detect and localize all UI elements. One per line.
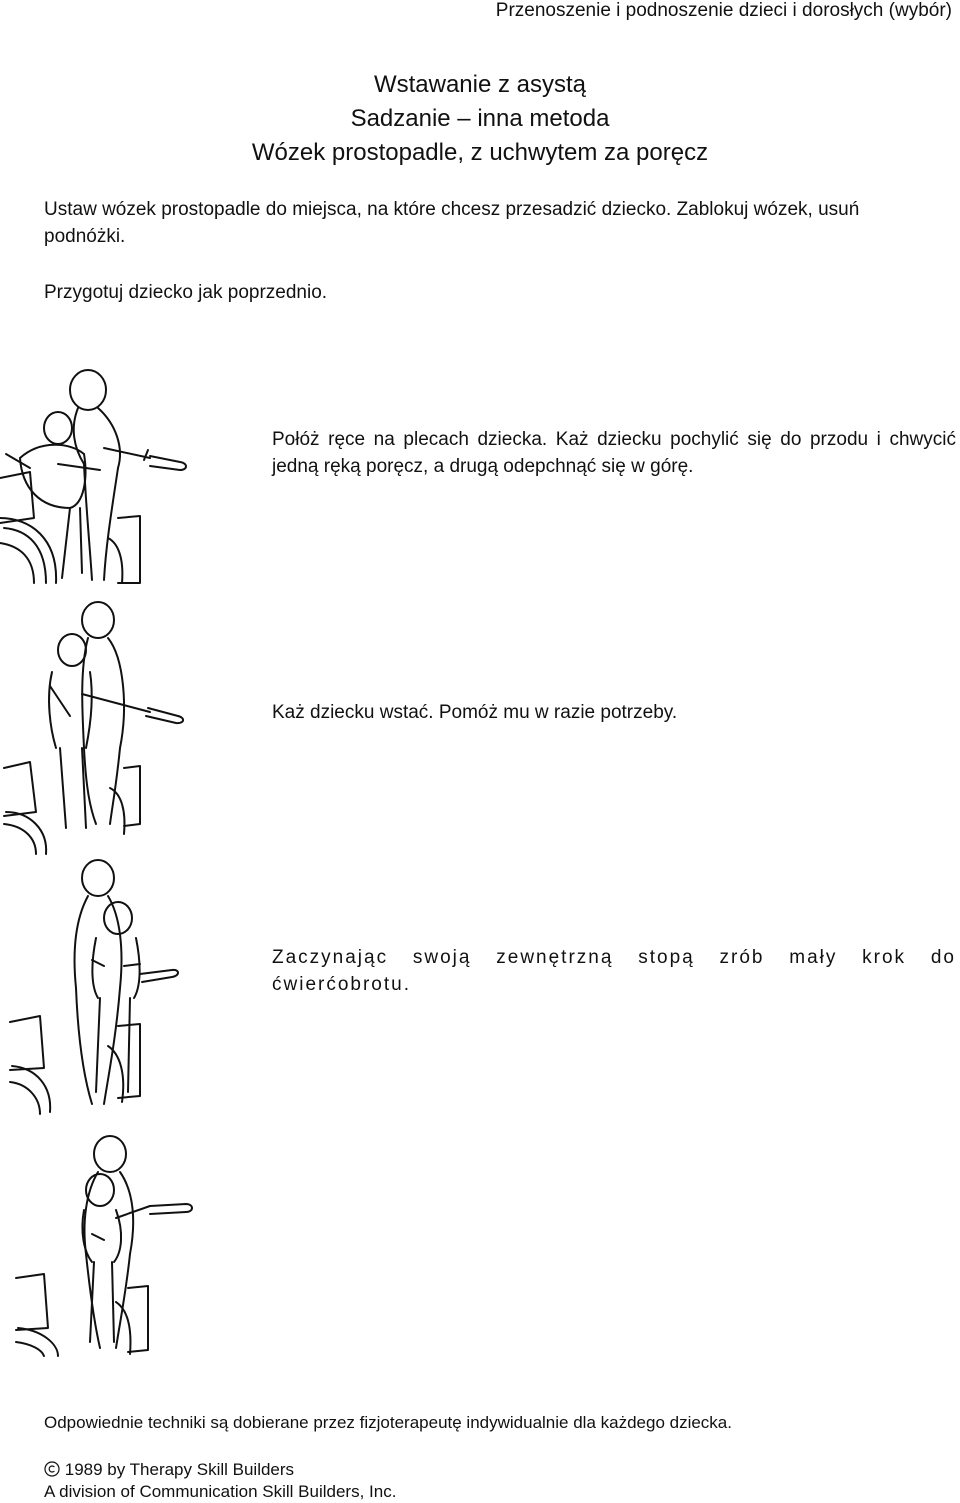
copyright-line-1: 1989 by Therapy Skill Builders: [64, 1460, 295, 1479]
title-line-3: Wózek prostopadle, z uchwytem za poręcz: [251, 139, 709, 166]
copyright-block: [44, 1459, 396, 1503]
running-header: Przenoszenie i podnoszenie dzieci i dorosłych (wybór): [495, 0, 952, 21]
step-2-text: Każ dziecku wstać. Pomóż mu w razie potrzeby.: [272, 702, 678, 723]
intro-paragraph-2: Przygotuj dziecko jak poprzednio.: [44, 282, 328, 303]
illustration-step-3: [0, 858, 200, 1118]
illustration-step-4: [0, 1132, 230, 1358]
title-block: [0, 68, 960, 170]
title-line-2: Sadzanie – inna metoda: [350, 105, 610, 132]
copyright-line-2: A division of Communication Skill Builders, Inc.: [44, 1482, 397, 1501]
step-1-text: Połóż ręce na plecach dziecka. Każ dziecku pochylić się do przodu i chwycić jedną ręką poręcz, a drugą odepchnąć się w górę.: [272, 429, 956, 477]
footer-note: Odpowiednie techniki są dobierane przez fizjoterapeutę indywidualnie dla każdego dziecka.: [44, 1413, 732, 1432]
step-3-text: Zaczynając swoją zewnętrzną stopą zrób mały krok do ćwierćobrotu.: [272, 947, 956, 995]
intro-paragraph-1: Ustaw wózek prostopadle do miejsca, na które chcesz przesadzić dziecko. Zablokuj wózek, usuń podnóżki.: [44, 199, 860, 247]
illustration-step-2: [0, 598, 200, 856]
copyright-icon: [44, 1459, 60, 1481]
illustration-step-1: [0, 368, 240, 590]
title-line-1: Wstawanie z asystą: [373, 71, 587, 98]
